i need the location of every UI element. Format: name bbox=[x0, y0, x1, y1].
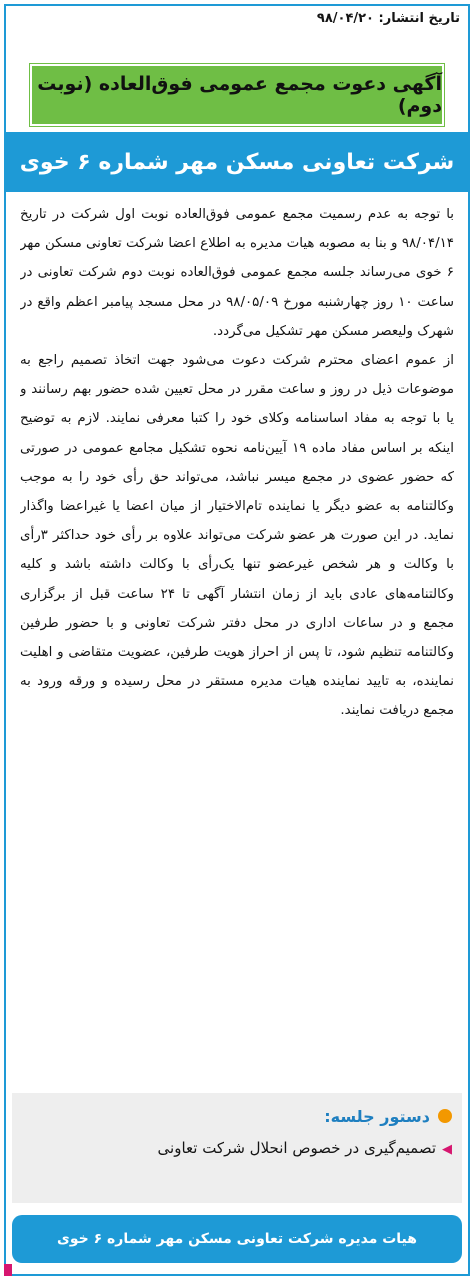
corner-marker bbox=[4, 1264, 12, 1276]
banner bbox=[30, 64, 444, 126]
publish-date: تاریخ انتشار: ۹۸/۰۴/۲۰ bbox=[316, 11, 460, 26]
bullet-dot-icon bbox=[438, 1109, 452, 1123]
agenda-box bbox=[12, 1093, 462, 1203]
agenda-item bbox=[22, 1131, 452, 1167]
triangle-left-icon: ◀ bbox=[442, 1142, 452, 1157]
company-title: شرکت تعاونی مسکن مهر شماره ۶ خوی bbox=[19, 149, 455, 175]
notice-frame bbox=[4, 4, 470, 1276]
agenda-item-text: تصمیم‌گیری در خصوص انحلال شرکت تعاونی bbox=[157, 1139, 436, 1157]
footer-text: هیات مدیره شرکت تعاونی مسکن مهر شماره ۶ خوی bbox=[57, 1231, 417, 1247]
agenda-title: دستور جلسه: bbox=[324, 1106, 430, 1126]
notice-body bbox=[20, 200, 454, 1046]
body-paragraph-1: با توجه به عدم رسمیت مجمع عمومی فوق‌العاده نوبت اول شرکت در تاریخ ۹۸/۰۴/۱۴ و بنا به مصوبه هیات مدیره به اطلاع اعضا شرکت تعاونی مسکن مهر ۶ خوی می‌رساند جلسه مجمع عمومی فوق‌العاده نوبت دوم شرکت تعاونی در ساعت ۱۰ روز چهارشنبه مورخ ۹۸/۰۵/۰۹ در محل مسجد پیامبر اعظم واقع در شهرک ولیعصر مسکن مهر تشکیل می‌گردد. bbox=[20, 207, 454, 339]
company-band bbox=[6, 132, 468, 192]
signature-footer bbox=[12, 1215, 462, 1263]
agenda-header bbox=[324, 1103, 452, 1129]
banner-title: آگهی دعوت مجمع عمومی فوق‌العاده (نوبت دوم) bbox=[37, 73, 442, 117]
body-paragraph-2: از عموم اعضای محترم شرکت دعوت می‌شود جهت اتخاذ تصمیم راجع به موضوعات ذیل در روز و ساعت مقرر در محل تعیین شده حضور بهم رسانند و یا با توجه به مفاد اساسنامه وکلای خود را کتبا معرفی نمایند. لازم به توضیح اینکه بر اساس مفاد ماده ۱۹ آیین‌نامه نحوه تشکیل مجامع عمومی در صورتی که حضور عضوی در مجمع میسر نباشد، می‌تواند حق رأی خود را به موجب وکالتنامه به عضو دیگر یا نماینده تام‌الاختیار از میان اعضا یا غیراعضا واگذار نماید. در این صورت هر عضو شرکت می‌تواند علاوه بر رأی خود حداکثر ۳رأی با وکالت و هر شخص غیرعضو تنها یک‌رأی با وکالت داشته باشد و کلیه وکالتنامه‌های عادی باید از زمان انتشار آگهی تا ۲۴ ساعت قبل از برگزاری مجمع و در ساعات اداری در محل دفتر شرکت تعاونی و با حضور طرفین وکالتنامه تنظیم شود، تا پس از احراز هویت طرفین، عضویت متقاضی و اهلیت نماینده، به تایید نماینده هیات مدیره مستقر در محل رسیده و ورقه ورود به مجمع دریافت نمایند. bbox=[20, 353, 454, 719]
